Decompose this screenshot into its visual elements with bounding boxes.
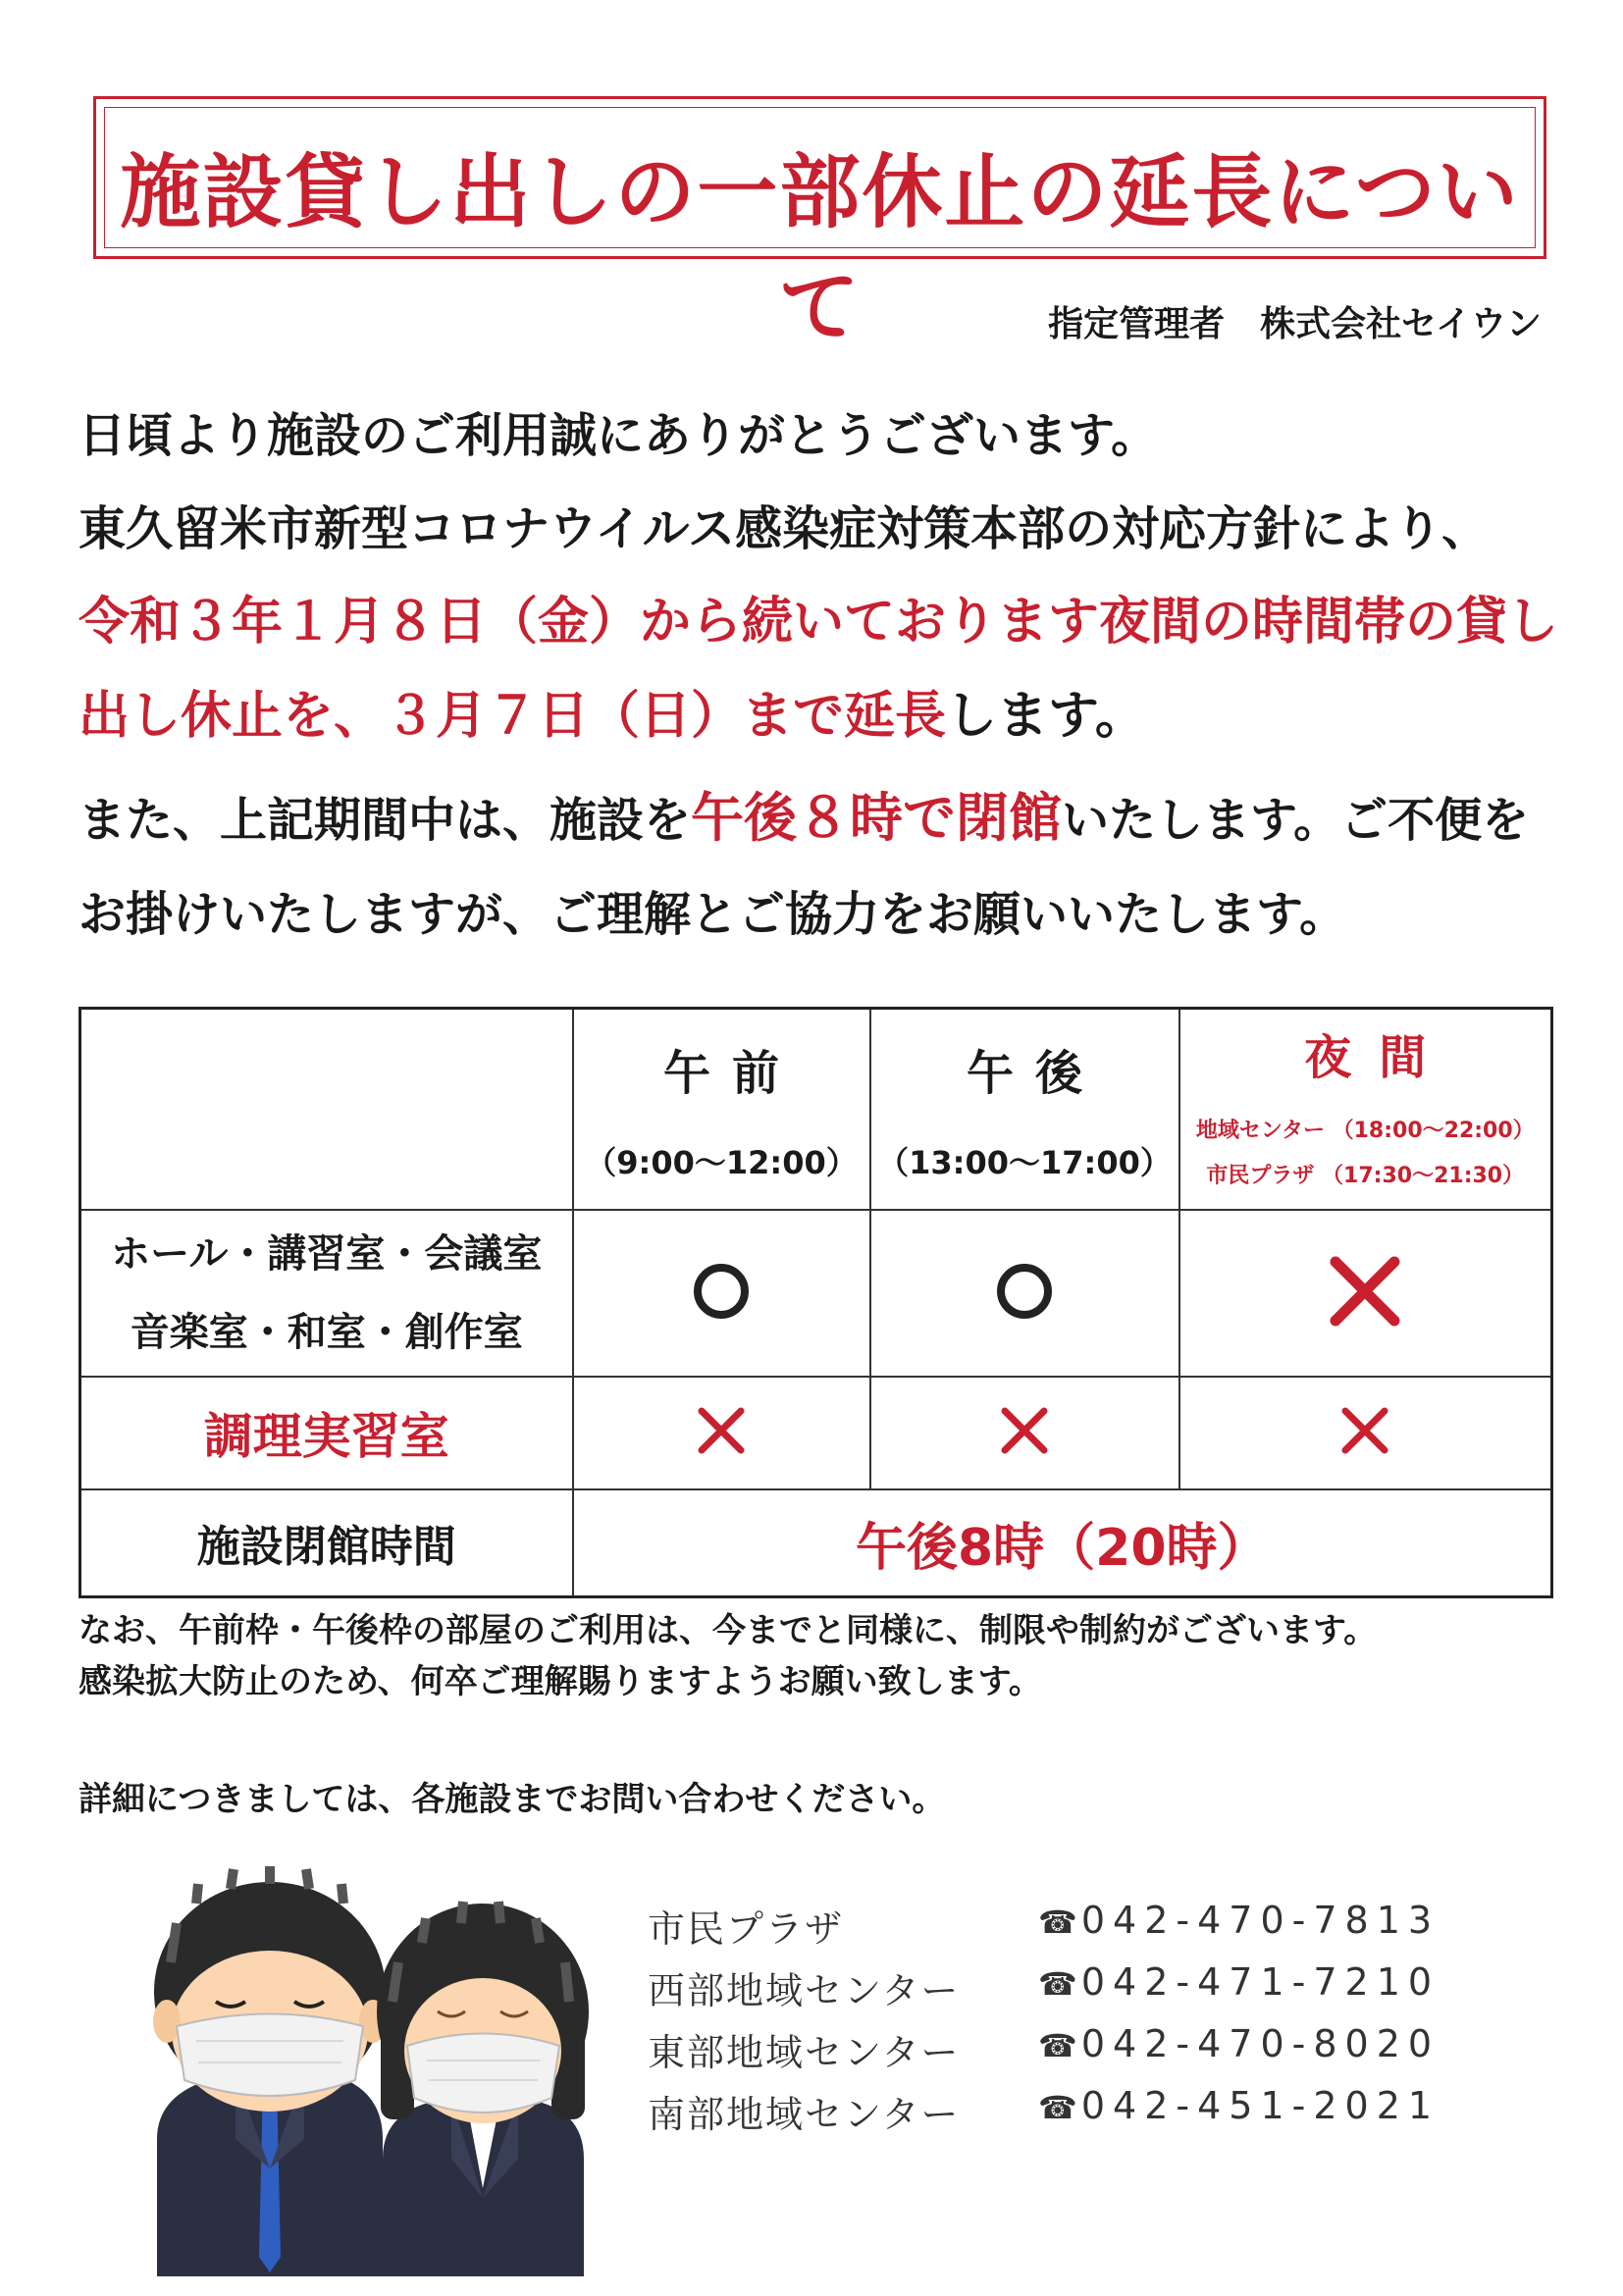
room-group-line2: 音楽室・和室・創作室 [130,1309,523,1355]
woman-figure [377,1902,589,2276]
phone-icon: ☎ [1038,2089,1077,2126]
contact-name: 西部地域センター [648,1969,961,2012]
morning-label: 午前 [662,1045,801,1101]
policy-text: 東久留米市新型コロナウイルス感染症対策本部の対応方針により、 [79,501,1490,556]
note-line-2: 感染拡大防止のため、何卒ご理解賜りますようお願い致します。 [79,1662,1042,1701]
contact-phone[interactable] [1038,2084,1440,2127]
cross-icon [1328,1254,1402,1329]
afternoon-time: （13:00～17:00） [877,1143,1172,1181]
circle-icon [997,1264,1052,1319]
extension-highlight: 令和３年１月８日（金）から続いております夜間の時間帯の貸し出し休止を、３月７日（日）まで延長 [79,593,1559,746]
intro-text: 日頃より施設のご利用誠にありがとうございます。 [79,408,1159,463]
phone-number: 042-470-7813 [1080,1899,1440,1942]
contact-phone[interactable] [1038,1960,1440,2004]
cooking-room-cell [80,1377,573,1489]
morning-time: （9:00～12:00） [585,1143,858,1181]
contact-item [648,1899,1492,1960]
issuer-company: 株式会社セイウン [1260,304,1542,344]
closing-prefix: また、上記期間中は、施設を [79,793,692,848]
issuer [1048,296,1542,346]
detail-text: 詳細につきましては、各施設までお問い合わせください。 [79,1780,946,1819]
closing-notice [79,771,1564,962]
closing-suffix: いたします。ご不便をお掛けいたしますが、ご理解とご協力をお願いいたします。 [79,793,1530,942]
bowing-staff-illustration [137,1845,599,2276]
phone-number: 042-470-8020 [1080,2022,1440,2065]
table-corner-cell [80,1009,573,1210]
night-time-plaza: 市民プラザ （17:30～21:30） [1206,1163,1525,1188]
row1-morning-cell [573,1210,870,1377]
row2-afternoon-cell [870,1377,1179,1489]
table-row [80,1210,1552,1377]
note-line-1: なお、午前枠・午後枠の部屋のご利用は、今までと同様に、制限や制約がございます。 [79,1611,1378,1650]
night-header [1179,1009,1552,1210]
phone-icon: ☎ [1038,2027,1077,2064]
circle-icon [694,1264,749,1319]
row2-night-cell [1179,1377,1552,1489]
phone-icon: ☎ [1038,1965,1077,2003]
closing-time-label-cell [80,1489,573,1597]
extension-suffix: します。 [946,687,1146,746]
page-title: 施設貸し出しの一部休止の延長について [120,146,1520,354]
cross-icon [696,1405,747,1456]
row1-afternoon-cell [870,1210,1179,1377]
contact-item [648,2084,1492,2146]
afternoon-label: 午後 [966,1045,1104,1101]
closing-time-label: 施設閉館時間 [196,1522,456,1573]
contact-item [648,1960,1492,2022]
man-figure [153,1866,387,2276]
issuer-role: 指定管理者 [1048,304,1226,344]
row1-night-cell [1179,1210,1552,1377]
phone-icon: ☎ [1038,1904,1077,1941]
table-header-row [80,1009,1552,1210]
closing-time-cell [573,1489,1552,1597]
room-group-cell [80,1210,573,1377]
cooking-room-label: 調理実習室 [203,1408,449,1465]
phone-number: 042-451-2021 [1080,2084,1440,2127]
contact-list [648,1899,1492,2146]
contact-name: 東部地域センター [648,2031,961,2074]
contact-phone[interactable] [1038,1899,1440,1942]
night-label: 夜間 [1304,1029,1454,1085]
afternoon-header [870,1009,1179,1210]
row2-morning-cell [573,1377,870,1489]
room-group-line1: ホール・講習室・会議室 [111,1230,543,1277]
contact-phone[interactable] [1038,2022,1440,2065]
night-time-center: 地域センター （18:00～22:00） [1195,1118,1535,1143]
table-row [80,1377,1552,1489]
phone-number: 042-471-7210 [1080,1960,1440,2004]
cross-icon [1339,1405,1390,1456]
contact-name: 南部地域センター [648,2093,961,2136]
contact-name: 市民プラザ [648,1907,845,1951]
closing-time-value: 午後8時（20時） [855,1518,1269,1578]
contact-item [648,2022,1492,2084]
extension-text [79,575,1564,763]
morning-header [573,1009,870,1210]
cross-icon [999,1405,1050,1456]
table-row [80,1489,1552,1597]
notes [79,1605,1584,1707]
closing-highlight: 午後８時で閉館 [691,787,1063,849]
schedule-table [79,1007,1553,1598]
